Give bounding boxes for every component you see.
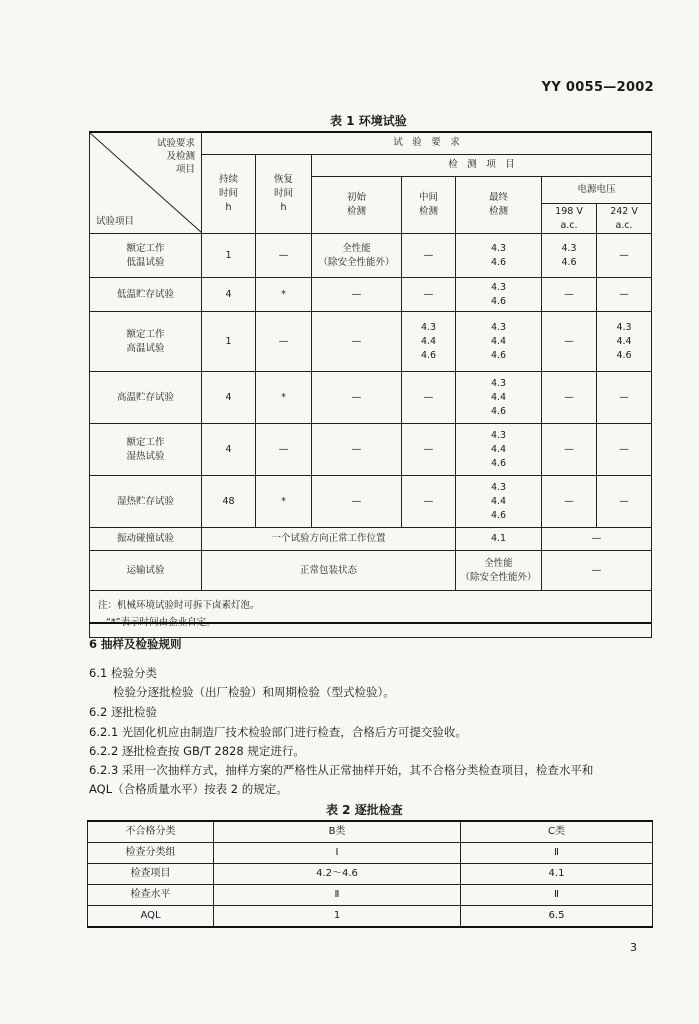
cell-name: 高温贮存试验 bbox=[90, 372, 202, 424]
col-middle: 中间 检测 bbox=[402, 177, 456, 234]
cell-final: 4.3 4.4 4.6 bbox=[456, 424, 542, 476]
cell-duration: 1 bbox=[202, 234, 256, 278]
cell-initial: 全性能 （除安全性能外） bbox=[312, 234, 402, 278]
cell-final: 4.3 4.4 4.6 bbox=[456, 476, 542, 528]
t2-cell: 检查分类组 bbox=[88, 843, 214, 864]
t2-cell: 1 bbox=[214, 906, 461, 928]
cell-middle: 4.3 4.4 4.6 bbox=[402, 312, 456, 372]
t2-cell: 检查项目 bbox=[88, 864, 214, 885]
cell-v242: — bbox=[597, 476, 652, 528]
vibration-voltage: — bbox=[542, 528, 652, 551]
section-6-1-text: 检验分逐批检验（出厂检验）和周期检验（型式检验）。 bbox=[113, 685, 395, 699]
cell-initial: — bbox=[312, 424, 402, 476]
cell-v198: — bbox=[542, 278, 597, 312]
t2-cell: 检查水平 bbox=[88, 885, 214, 906]
t2-header-category: 不合格分类 bbox=[88, 821, 214, 843]
table-row bbox=[90, 424, 652, 476]
cell-v198: — bbox=[542, 312, 597, 372]
vibration-final: 4.1 bbox=[456, 528, 542, 551]
t2-cell: 6.5 bbox=[461, 906, 653, 928]
cell-name: 额定工作 低温试验 bbox=[90, 234, 202, 278]
cell-initial: — bbox=[312, 278, 402, 312]
table1-corner-header bbox=[90, 132, 202, 234]
cell-recovery: * bbox=[256, 476, 312, 528]
col-v242: 242 V a.c. bbox=[597, 204, 652, 234]
detect-header: 检 测 项 目 bbox=[312, 154, 652, 177]
cell-name: 低温贮存试验 bbox=[90, 278, 202, 312]
t2-cell: 4.1 bbox=[461, 864, 653, 885]
table-row bbox=[90, 476, 652, 528]
col-duration: 持续 时间 h bbox=[202, 154, 256, 234]
cell-duration: 1 bbox=[202, 312, 256, 372]
cell-duration: 4 bbox=[202, 372, 256, 424]
table-row bbox=[90, 312, 652, 372]
vibration-desc: 一个试验方向正常工作位置 bbox=[202, 528, 456, 551]
table-row bbox=[90, 234, 652, 278]
cell-recovery: — bbox=[256, 424, 312, 476]
note-1: 注：机械环境试验时可拆下卤素灯泡。 bbox=[98, 600, 260, 611]
t2-cell: 4.2～4.6 bbox=[214, 864, 461, 885]
section-6-2-2: 6.2.2 逐批检查按 GB/T 2828 规定进行。 bbox=[89, 744, 305, 758]
transport-final: 全性能 （除安全性能外） bbox=[456, 551, 542, 591]
t2-cell: Ⅰ bbox=[214, 843, 461, 864]
col-recovery: 恢复 时间 h bbox=[256, 154, 312, 234]
table-row bbox=[90, 372, 652, 424]
t2-cell: Ⅱ bbox=[461, 885, 653, 906]
cell-initial: — bbox=[312, 372, 402, 424]
section-6-title: 6 抽样及检验规则 bbox=[89, 637, 182, 651]
corner-top-1: 试验要求 bbox=[156, 138, 195, 149]
cell-v242: — bbox=[597, 372, 652, 424]
table-row bbox=[90, 278, 652, 312]
cell-name: 湿热贮存试验 bbox=[90, 476, 202, 528]
table1-notes bbox=[90, 591, 652, 638]
cell-v242: — bbox=[597, 278, 652, 312]
corner-top-2: 及检测 bbox=[166, 151, 195, 162]
section-6-1-title: 6.1 检验分类 bbox=[89, 666, 157, 680]
transport-name: 运输试验 bbox=[90, 551, 202, 591]
cell-v242: — bbox=[597, 234, 652, 278]
t2-cell: Ⅱ bbox=[214, 885, 461, 906]
t2-cell: Ⅱ bbox=[461, 843, 653, 864]
cell-v198: — bbox=[542, 476, 597, 528]
table1-caption: 表 1 环境试验 bbox=[330, 114, 407, 128]
col-v198: 198 V a.c. bbox=[542, 204, 597, 234]
cell-final: 4.3 4.6 bbox=[456, 278, 542, 312]
table1-bottom-rule bbox=[89, 622, 651, 624]
cell-name: 额定工作 湿热试验 bbox=[90, 424, 202, 476]
cell-name: 额定工作 高温试验 bbox=[90, 312, 202, 372]
col-final: 最终 检测 bbox=[456, 177, 542, 234]
cell-duration: 48 bbox=[202, 476, 256, 528]
cell-v242: 4.3 4.4 4.6 bbox=[597, 312, 652, 372]
cell-final: 4.3 4.6 bbox=[456, 234, 542, 278]
cell-middle: — bbox=[402, 476, 456, 528]
table2-caption: 表 2 逐批检查 bbox=[326, 803, 403, 817]
voltage-header: 电源电压 bbox=[542, 177, 652, 204]
cell-middle: — bbox=[402, 234, 456, 278]
section-6-2-3-line2: AQL（合格质量水平）按表 2 的规定。 bbox=[89, 782, 288, 796]
section-6-2-1: 6.2.1 光固化机应由制造厂技术检验部门进行检查，合格后方可提交验收。 bbox=[89, 725, 467, 739]
batch-inspection-table bbox=[87, 820, 653, 928]
cell-recovery: * bbox=[256, 372, 312, 424]
group-header: 试 验 要 求 bbox=[202, 132, 652, 154]
cell-middle: — bbox=[402, 372, 456, 424]
transport-desc: 正常包装状态 bbox=[202, 551, 456, 591]
corner-bottom: 试验项目 bbox=[96, 216, 135, 227]
cell-initial: — bbox=[312, 476, 402, 528]
standard-number: YY 0055—2002 bbox=[541, 80, 654, 95]
cell-recovery: * bbox=[256, 278, 312, 312]
environment-test-table bbox=[89, 131, 652, 638]
cell-duration: 4 bbox=[202, 278, 256, 312]
cell-middle: — bbox=[402, 424, 456, 476]
cell-initial: — bbox=[312, 312, 402, 372]
cell-recovery: — bbox=[256, 312, 312, 372]
cell-v198: — bbox=[542, 424, 597, 476]
cell-v198: 4.3 4.6 bbox=[542, 234, 597, 278]
section-6-2-3-line1: 6.2.3 采用一次抽样方式，抽样方案的严格性从正常抽样开始，其不合格分类检查项目，检查水平和 bbox=[89, 763, 594, 777]
transport-voltage: — bbox=[542, 551, 652, 591]
section-6-2-title: 6.2 逐批检验 bbox=[89, 705, 157, 719]
col-initial: 初始 检测 bbox=[312, 177, 402, 234]
t2-header-b: B类 bbox=[214, 821, 461, 843]
cell-final: 4.3 4.4 4.6 bbox=[456, 312, 542, 372]
page-number: 3 bbox=[630, 941, 637, 954]
corner-top-3: 项目 bbox=[175, 164, 195, 175]
cell-final: 4.3 4.4 4.6 bbox=[456, 372, 542, 424]
cell-duration: 4 bbox=[202, 424, 256, 476]
cell-v198: — bbox=[542, 372, 597, 424]
cell-v242: — bbox=[597, 424, 652, 476]
t2-header-c: C类 bbox=[461, 821, 653, 843]
vibration-name: 振动碰撞试验 bbox=[90, 528, 202, 551]
cell-middle: — bbox=[402, 278, 456, 312]
t2-cell: AQL bbox=[88, 906, 214, 928]
cell-recovery: — bbox=[256, 234, 312, 278]
